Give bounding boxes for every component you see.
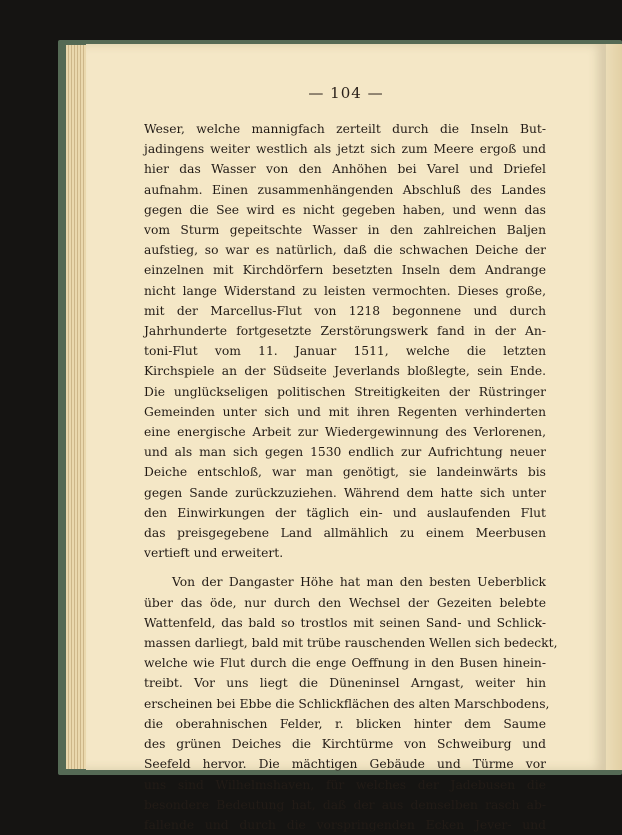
- text-line: besondere Bedeutung hat, daß der aus demselben rasch ab-: [144, 797, 546, 812]
- page-stack-edge: [66, 45, 86, 769]
- text-line: jadingens weiter westlich als jetzt sich zum Meere ergoß und: [144, 142, 546, 157]
- text-line: Von der Dangaster Höhe hat man den besten Ueberblick: [172, 575, 546, 590]
- text-line: eine energische Arbeit zur Wiedergewinnung des Verlorenen,: [144, 425, 546, 440]
- text-line: des grünen Deiches die Kirchtürme von Schweiburg und: [144, 737, 546, 752]
- text-line: Seefeld hervor. Die mächtigen Gebäude und Türme vor: [144, 757, 546, 772]
- text-line: vertieft und erweitert.: [144, 546, 284, 561]
- text-line: gegen Sande zurückzuziehen. Während dem hatte sich unter: [144, 485, 546, 500]
- text-line: Deiche entschloß, war man genötigt, sie landeinwärts bis: [144, 465, 546, 480]
- paragraph-1: [144, 119, 546, 563]
- text-line: massen darliegt, bald mit trübe rauschenden Wellen sich bedeckt,: [144, 636, 558, 651]
- text-line: hier das Wasser von den Anhöhen bei Varel und Driefel: [144, 162, 546, 177]
- text-line: aufnahm. Einen zusammenhängenden Abschluß des Landes: [144, 182, 546, 197]
- page-number-header: — 104 —: [308, 84, 384, 102]
- text-line: das preisgegebene Land allmählich zu einem Meerbusen: [144, 526, 546, 541]
- text-line: über das öde, nur durch den Wechsel der Gezeiten belebte: [144, 595, 546, 610]
- text-line: treibt. Vor uns liegt die Düneninsel Arngast, weiter hin: [144, 676, 546, 691]
- page-body-text: [144, 119, 558, 835]
- text-line: toni-Flut vom 11. Januar 1511, welche die letzten: [144, 344, 546, 359]
- text-line: Die unglückseligen politischen Streitigkeiten der Rüstringer: [144, 384, 546, 399]
- text-line: und als man sich gegen 1530 endlich zur Aufrichtung neuer: [144, 445, 546, 460]
- text-line: Gemeinden unter sich und mit ihren Regenten verhinderten: [144, 404, 546, 419]
- text-line: vom Sturm gepeitschte Wasser in den zahlreichen Baljen: [144, 223, 546, 238]
- text-line: Weser, welche mannigfach zerteilt durch die Inseln But-: [144, 122, 546, 136]
- text-line: die oberahnischen Felder, r. blicken hinter dem Saume: [144, 716, 546, 731]
- text-line: gegen die See wird es nicht gegeben haben, und wenn das: [144, 202, 546, 217]
- paragraph-2: [144, 572, 558, 835]
- text-line: uns sind Wilhelmshaven, für welches der Jadebusen die: [144, 777, 546, 792]
- text-line: den Einwirkungen der täglich ein- und auslaufenden Flut: [144, 505, 546, 520]
- text-line: erscheinen bei Ebbe die Schlickflächen des alten Marschbodens,: [144, 696, 550, 711]
- text-line: einzelnen mit Kirchdörfern besetzten Inseln dem Andrange: [144, 263, 546, 278]
- text-line: aufstieg, so war es natürlich, daß die schwachen Deiche der: [144, 243, 546, 258]
- text-line: fallende und durch die vorspringenden Ecken Jever- und: [144, 817, 546, 832]
- text-line: mit der Marcellus-Flut von 1218 begonnene und durch: [144, 303, 546, 318]
- text-line: nicht lange Widerstand zu leisten vermochten. Dieses große,: [144, 283, 546, 298]
- text-line: Jahrhunderte fortgesetzte Zerstörungswerk fand in der An-: [144, 324, 546, 339]
- book-page: [86, 44, 606, 832]
- text-line: Wattenfeld, das bald so trostlos mit seinen Sand- und Schlick-: [144, 615, 546, 630]
- text-line: Kirchspiele an der Südseite Jeverlands bloßlegte, sein Ende.: [144, 364, 546, 379]
- text-line: welche wie Flut durch die enge Oeffnung in den Busen hinein-: [144, 656, 546, 671]
